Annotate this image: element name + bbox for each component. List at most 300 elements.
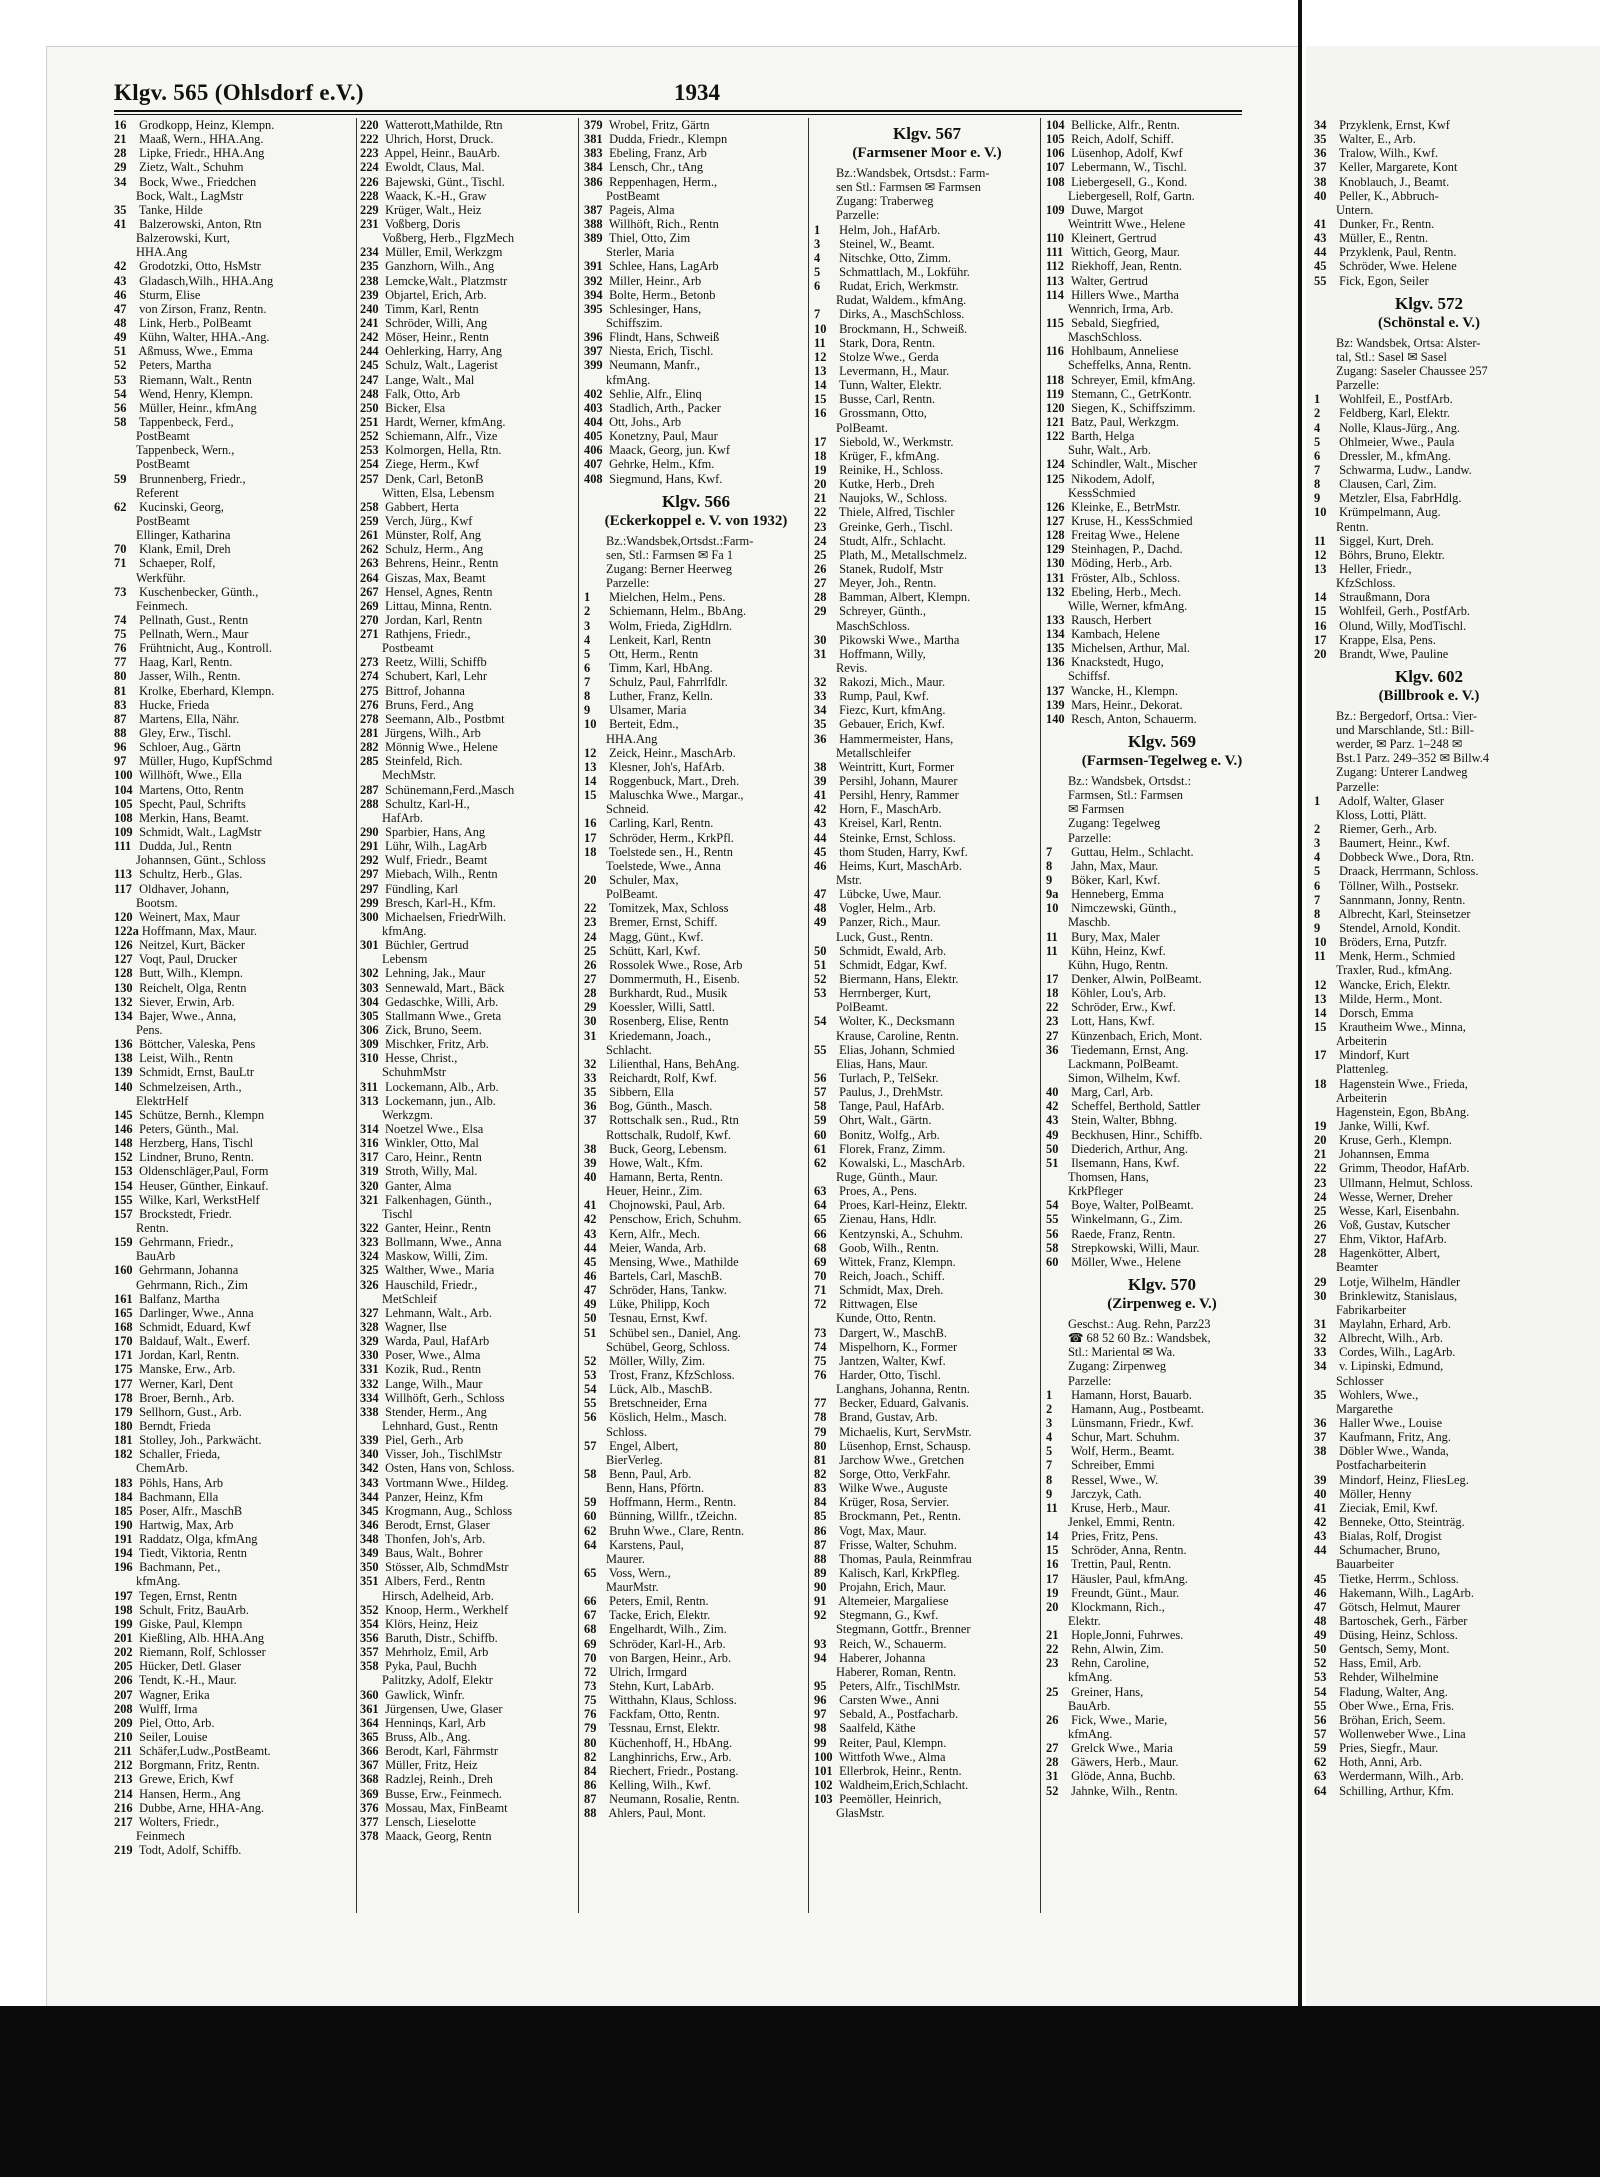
directory-entry: 134 Kambach, Helene [1046,627,1160,642]
directory-entry: PostBeamt [136,457,190,472]
directory-entry: 102 Waldheim,Erich,Schlacht. [814,1778,969,1793]
directory-entry: GlasMstr. [836,1806,885,1821]
directory-entry: kfmAng. [1068,1727,1113,1742]
directory-entry: 45 Mensing, Wwe., Mathilde [584,1254,739,1269]
directory-entry: 4 Nolle, Klaus-Jürg., Ang. [1314,420,1461,435]
directory-entry: Palitzky, Adolf, Elektr [382,1673,493,1688]
directory-entry: Stl.: Mariental ✉ Wa. [1068,1345,1176,1360]
directory-entry: 53 Riemann, Walt., Rentn [114,372,252,387]
directory-entry: 54 Lück, Alb., MaschB. [584,1382,713,1397]
directory-entry: 190 Hartwig, Max, Arb [114,1517,234,1532]
directory-entry: 99 Reiter, Paul, Klempn. [814,1735,947,1750]
directory-entry: 14 Straußmann, Dora [1314,590,1430,605]
directory-entry: 53 Trost, Franz, KfzSchloss. [584,1367,735,1382]
club-subheading: (Farmsen-Tegelweg e. V.) [1081,753,1243,770]
directory-entry: 59 Hoffmann, Herm., Rentn. [584,1495,737,1510]
directory-entry: 264 Giszas, Max, Beamt [360,570,486,585]
directory-entry: 48 Link, Herb., PolBeamt [114,315,252,330]
directory-entry: 12 Zeick, Heinr., MaschArb. [584,745,736,760]
directory-entry: 4 Schur, Mart. Schuhm. [1046,1430,1180,1445]
page-year: 1934 [674,80,720,105]
directory-entry: 69 Wittek, Franz, Klempn. [814,1254,956,1269]
directory-entry: 12 Stolze Wwe., Gerda [814,349,939,364]
directory-entry: 35 Gebauer, Erich, Kwf. [814,717,945,732]
directory-entry: 130 Reichelt, Olga, Rentn [114,980,247,995]
directory-entry: Kunde, Otto, Rentn. [836,1311,937,1326]
directory-entry: 368 Radzlej, Reinh., Dreh [360,1772,493,1787]
directory-entry: Bst.1 Parz. 249–352 ✉ Billw.4 [1336,751,1490,766]
directory-entry: 4 Lenkeit, Karl, Rentn [584,632,711,647]
directory-entry: 83 Hucke, Frieda [114,697,210,712]
directory-entry: 182 Schaller, Frieda, [114,1447,221,1462]
directory-entry: 57 Paulus, J., DrehMstr. [814,1085,944,1100]
directory-entry: 81 Krolke, Eberhard, Klempn. [114,683,275,698]
directory-entry: 54 Boye, Walter, PolBeamt. [1046,1198,1194,1213]
directory-entry: Simon, Wilhelm, Kwf. [1068,1071,1181,1085]
column-3 [584,118,808,1820]
directory-entry: 70 Reich, Joach., Schiff. [814,1268,945,1283]
directory-entry: 56 Raede, Franz, Rentn. [1046,1226,1176,1241]
directory-entry: Parzelle: [1336,378,1380,393]
directory-entry: 19 Reinike, H., Schloss. [814,462,944,477]
directory-entry: 228 Waack, K.-H., Graw [360,188,487,203]
directory-entry: 282 Mönnig Wwe., Helene [360,740,498,755]
directory-entry: 51 Schmidt, Edgar, Kwf. [814,957,948,972]
directory-entry: 35 Walter, E., Arb. [1314,132,1416,147]
directory-entry: 114 Hillers Wwe., Martha [1046,287,1179,302]
directory-entry: 387 Pageis, Alma [584,202,675,217]
directory-entry: 181 Stolley, Joh., Parkwächt. [114,1433,262,1448]
club-subheading: (Schönstal e. V.) [1378,314,1480,331]
directory-entry: 377 Lensch, Lieselotte [360,1814,476,1829]
directory-entry: 299 Bresch, Karl-H., Kfm. [360,895,496,910]
directory-entry: 13 Klesner, Joh's, HafArb. [584,759,725,774]
directory-entry: 332 Lange, Wilh., Maur [360,1376,483,1391]
directory-entry: 309 Mischker, Fritz, Arb. [360,1037,489,1052]
club-subheading: (Zirpenweg e. V.) [1107,1295,1217,1312]
directory-entry: 73 Kuschenbecker, Günth., [114,584,259,599]
directory-entry: 271 Rathjens, Friedr., [360,627,471,642]
column-divider [578,118,579,1913]
directory-entry: 191 Raddatz, Olga, kfmAng [114,1532,258,1547]
directory-entry: 120 Siegen, K., Schiffszimm. [1046,400,1196,415]
directory-entry: 109 Schmidt, Walt., LagMstr [114,825,262,840]
directory-entry: 405 Konetzny, Paul, Maur [584,429,718,444]
directory-entry: 250 Bicker, Elsa [360,400,446,415]
directory-entry: Bauarbeiter [1336,1557,1394,1572]
directory-entry: 175 Manske, Erw., Arb. [114,1362,236,1377]
directory-entry: 106 Lüsenhop, Adolf, Kwf [1046,146,1183,161]
directory-entry: 316 Winkler, Otto, Mal [360,1136,479,1151]
directory-entry: 44 Schumacher, Bruno, [1314,1543,1441,1558]
directory-entry: 247 Lange, Walt., Mal [360,372,475,387]
directory-entry: 388 Willhöft, Rich., Rentn [584,216,719,231]
directory-entry: 6 Timm, Karl, HbAng. [584,660,713,675]
directory-entry: 52 Möller, Willy, Zim. [584,1353,706,1368]
club-heading: Klgv. 566 [661,491,730,511]
directory-entry: HHA.Ang [136,245,188,260]
directory-entry: Zugang: Tegelweg [1068,816,1161,831]
directory-entry: 305 Stallmann Wwe., Greta [360,1008,502,1023]
directory-entry: 297 Miebach, Wilh., Rentn [360,867,498,882]
directory-entry: 369 Busse, Erw., Feinmech. [360,1786,502,1801]
directory-entry: 47 von Zirson, Franz, Rentn. [114,301,267,316]
directory-entry: Feinmech [136,1829,185,1844]
directory-entry: 124 Schindler, Walt., Mischer [1046,457,1198,472]
page-header [114,80,1242,106]
directory-entry: 139 Mars, Heinr., Dekorat. [1046,697,1183,712]
directory-entry: 9a Henneberg, Emma [1046,887,1164,902]
directory-entry: 82 Langhinrichs, Erw., Arb. [584,1749,732,1764]
directory-entry: PolBeamt. [836,420,888,435]
directory-entry: 18 Hagenstein Wwe., Frieda, [1314,1076,1468,1091]
directory-entry: 23 Bremer, Ernst, Schiff. [584,915,718,930]
directory-entry: 70 von Bargen, Heinr., Arb. [584,1650,732,1665]
club-heading: Klgv. 569 [1127,732,1196,752]
directory-entry: 78 Brand, Gustav, Arb. [814,1410,938,1425]
directory-entry: 87 Neumann, Rosalie, Rentn. [584,1792,740,1807]
directory-entry: 127 Voqt, Paul, Drucker [114,952,238,967]
directory-entry: 386 Reppenhagen, Herm., [584,174,718,189]
directory-entry: 254 Ziege, Herm., Kwf [360,457,480,472]
directory-entry: 54 Wend, Henry, Klempn. [114,386,254,401]
directory-entry: 27 Meyer, Joh., Rentn. [814,576,937,591]
directory-entry: 35 Sibbern, Ella [584,1085,674,1100]
directory-entry: 10 Bröders, Erna, Putzfr. [1314,935,1447,950]
directory-entry: Maurer. [606,1551,645,1566]
directory-entry: 25 Schütt, Karl, Kwf. [584,943,701,958]
directory-entry: 79 Tessnau, Ernst, Elektr. [584,1721,720,1736]
directory-entry: Zugang: Berner Heerweg [606,561,732,576]
directory-entry: 366 Berodt, Karl, Fährmstr [360,1744,498,1759]
directory-entry: 43 Kreisel, Karl, Rentn. [814,816,942,831]
directory-entry: 15 Wohlfeil, Gerh., PostfArb. [1314,604,1471,619]
directory-entry: 126 Kleinke, E., BetrMstr. [1046,499,1181,514]
directory-entry: 49 Lüke, Philipp, Koch [584,1297,710,1312]
directory-entry: 136 Knackstedt, Hugo, [1046,655,1164,670]
directory-entry: 42 Scheffel, Berthold, Sattler [1046,1099,1201,1114]
directory-entry: Traxler, Rud., kfmAng. [1336,963,1453,978]
directory-entry: 57 Engel, Albert, [584,1438,679,1453]
directory-entry: 378 Maack, Georg, Rentn [360,1829,492,1844]
directory-entry: 66 Peters, Emil, Rentn. [584,1594,709,1609]
directory-entry: 376 Mossau, Max, FinBeamt [360,1800,508,1815]
directory-entry: 83 Wilke Wwe., Auguste [814,1481,948,1496]
directory-entry: 132 Ebeling, Herb., Mech. [1046,584,1182,599]
directory-entry: 11 Kühn, Heinz, Kwf. [1046,943,1166,958]
directory-entry: 292 Wulf, Friedr., Beamt [360,853,488,868]
directory-entry: 323 Bollmann, Wwe., Anna [360,1235,502,1250]
directory-entry: 7 Schulz, Paul, Fahrrlfdlr. [584,675,728,690]
directory-entry: 43 Gladasch,Wilh., HHA.Ang [114,273,274,288]
directory-entry: 311 Lockemann, Alb., Arb. [360,1079,499,1094]
directory-entry: 80 Jasser, Wilh., Rentn. [114,669,241,684]
directory-entry: 208 Wulff, Irma [114,1701,198,1716]
directory-entry: 229 Krüger, Walt., Heiz [360,202,482,217]
directory-entry: 28 Lipke, Friedr., HHA.Ang [114,146,265,161]
directory-entry: 32 Rakozi, Mich., Maur. [814,675,946,690]
directory-entry: 262 Schulz, Herm., Ang [360,542,484,557]
directory-entry: 28 Hagenkötter, Albert, [1314,1246,1441,1261]
directory-entry: 26 Fick, Wwe., Marie, [1046,1712,1168,1727]
directory-entry: ChemArb. [136,1461,188,1476]
directory-entry: 140 Schmelzeisen, Arth., [114,1079,242,1094]
directory-entry: Bz.: Bergedorf, Ortsa.: Vier- [1336,708,1478,723]
column-5 [1046,118,1278,1798]
directory-entry: Weintritt Wwe., Helene [1068,216,1186,231]
directory-entry: 100 Willhöft, Wwe., Ella [114,768,242,783]
directory-entry: 56 Bröhan, Erich, Seem. [1314,1712,1446,1727]
directory-entry: 133 Rausch, Herbert [1046,612,1152,627]
directory-entry: 80 Küchenhoff, H., HbAng. [584,1735,733,1750]
directory-entry: 278 Seemann, Alb., Postbmt [360,711,505,726]
directory-entry: 62 Kowalski, L., MaschArb. [814,1155,966,1170]
directory-entry: 49 Panzer, Rich., Maur. [814,915,941,930]
directory-entry: Mstr. [836,873,862,888]
directory-entry: 138 Leist, Wilh., Rentn [114,1051,234,1066]
directory-entry: 5 Ott, Herm., Rentn [584,646,699,661]
directory-entry: 7 Dirks, A., MaschSchloss. [814,307,965,322]
directory-entry: 313 Lockemann, jun., Alb. [360,1093,496,1108]
directory-entry: 17 Mindorf, Kurt [1314,1048,1410,1063]
directory-entry: 27 Künzenbach, Erich, Mont. [1046,1028,1203,1043]
directory-entry: 12 Wancke, Erich, Elektr. [1314,977,1451,992]
directory-entry: Farmsen, Stl.: Farmsen [1068,788,1183,803]
directory-entry: 56 Müller, Heinr., kfmAng [114,400,257,415]
directory-entry: kfmAng. [606,372,651,387]
directory-entry: PostBeamt [136,513,190,528]
directory-entry: 165 Darlinger, Wwe., Anna [114,1305,254,1320]
directory-entry: 10 Berteit, Edm., [584,717,679,732]
directory-entry: 34 Przyklenk, Ernst, Kwf [1314,118,1450,132]
directory-entry: 94 Haberer, Johanna [814,1650,926,1665]
club-subheading: (Billbrook e. V.) [1378,687,1480,704]
directory-entry: 303 Sennewald, Mart., Bäck [360,980,505,995]
directory-entry: 118 Schreyer, Emil, kfmAng. [1046,372,1196,387]
directory-entry: 122 Barth, Helga [1046,429,1135,444]
directory-entry: 348 Thonfen, Joh's, Arb. [360,1532,486,1547]
directory-entry: 325 Walther, Wwe., Maria [360,1263,495,1278]
directory-entry: Margarethe [1336,1401,1393,1416]
directory-entry: 56 Turlach, P., TelSekr. [814,1071,939,1085]
directory-entry: MetSchleif [382,1291,438,1306]
directory-entry: 66 Kentzynski, A., Schuhm. [814,1226,963,1241]
directory-entry: 391 Schlee, Hans, LagArb [584,259,719,274]
directory-entry: 361 Jürgensen, Uwe, Glaser [360,1701,503,1716]
directory-entry: 47 Lübcke, Uwe, Maur. [814,887,942,902]
directory-entry: 397 Niesta, Erich, Tischl. [584,344,714,359]
directory-entry: Rudat, Waldem., kfmAng. [836,293,967,308]
directory-entry: 322 Ganter, Heinr., Rentn [360,1220,491,1235]
directory-entry: 50 Diederich, Arthur, Ang. [1046,1141,1188,1156]
directory-entry: 53 Herrnberger, Kurt, [814,986,931,1001]
directory-entry: 31 Hoffmann, Willy, [814,646,926,661]
directory-entry: 8 Luther, Franz, Kelln. [584,689,713,704]
directory-entry: 109 Duwe, Margot [1046,202,1144,217]
directory-entry: 74 Mispelhorn, K., Former [814,1339,958,1354]
directory-entry: 60 Möller, Wwe., Helene [1046,1254,1181,1269]
directory-entry: 21 Maaß, Wern., HHA.Ang. [114,132,264,147]
directory-entry: 22 Grimm, Theodor, HafArb. [1314,1161,1470,1176]
directory-entry: 42 Horn, F., MaschArb. [814,802,942,817]
directory-entry: werder, ✉ Parz. 1–248 ✉ [1336,737,1463,752]
directory-entry: 207 Wagner, Erika [114,1687,210,1702]
directory-entry: Zugang: Unterer Landweg [1336,765,1468,780]
directory-entry: 42 Grodotzki, Otto, HsMstr [114,259,261,274]
directory-entry: 2 Schiemann, Helm., BbAng. [584,604,747,619]
directory-entry: kfmAng. [1068,1670,1113,1685]
directory-entry: 257 Denk, Carl, BetonB [360,471,484,486]
directory-entry: 238 Lemcke,Walt., Platzmstr [360,273,508,288]
directory-entry: 60 Bünning, Willfr., tZeichn. [584,1509,738,1524]
directory-entry: 38 Buck, Georg, Lebensm. [584,1141,727,1156]
directory-entry: 14 Dorsch, Emma [1314,1005,1414,1020]
directory-entry: 38 Döbler Wwe., Wanda, [1314,1444,1449,1459]
directory-entry: 26 Stanek, Rudolf, Mstr [814,561,944,576]
directory-entry: 44 Steinke, Ernst, Schloss. [814,830,956,845]
directory-entry: 27 Ehm, Viktor, HafArb. [1314,1232,1447,1247]
directory-entry: Arbeiterin [1336,1034,1387,1049]
directory-entry: 234 Müller, Emil, Werkzgm [360,245,503,260]
directory-entry: Schlosser [1336,1373,1384,1388]
directory-entry: 85 Brockmann, Pet., Rentn. [814,1509,961,1524]
directory-entry: 62 Kucinski, Georg, [114,499,224,514]
directory-entry: 52 Biermann, Hans, Elektr. [814,972,959,987]
directory-entry: 29 Zietz, Walt., Schuhm [114,160,244,175]
directory-entry: 46 Hakemann, Wilh., LagArb. [1314,1585,1474,1600]
directory-entry: 199 Giske, Paul, Klempn [114,1616,243,1631]
directory-entry: 14 Tunn, Walter, Elektr. [814,378,942,393]
directory-entry: 89 Kalisch, Karl, KrkPfleg. [814,1565,960,1580]
directory-entry: 112 Riekhoff, Jean, Rentn. [1046,259,1183,274]
directory-entry: 11 Bury, Max, Maler [1046,929,1160,944]
column-divider [808,118,809,1913]
directory-entry: Toelstede, Wwe., Anna [606,858,721,873]
directory-entry: 70 Klank, Emil, Dreh [114,542,231,557]
directory-entry: 57 Wollenweber Wwe., Lina [1314,1727,1466,1742]
directory-entry: 349 Baus, Walt., Bohrer [360,1546,483,1561]
directory-entry: Gehrmann, Rich., Zim [136,1277,248,1292]
directory-entry: 132 Siever, Erwin, Arb. [114,994,235,1009]
directory-entry: 19 Freundt, Günt., Maur. [1046,1585,1180,1600]
directory-entry: 111 Wittich, Georg, Maur. [1046,245,1180,260]
directory-entry: 64 Proes, Karl-Heinz, Elektr. [814,1198,968,1213]
directory-entry: 384 Lensch, Chr., tAng [584,160,704,175]
directory-entry: Parzelle: [1068,830,1112,845]
directory-entry: KessSchmied [1068,485,1136,500]
directory-entry: 301 Büchler, Gertrud [360,938,469,953]
directory-entry: 48 Vogler, Helm., Arb. [814,901,936,916]
directory-entry: 364 Henninqs, Karl, Arb [360,1715,486,1730]
directory-entry: 34 Fiezc, Kurt, kfmAng. [814,703,946,718]
directory-entry: 319 Stroth, Willy, Mal. [360,1164,478,1179]
directory-entry: ✉ Farmsen [1068,802,1125,817]
directory-entry: 320 Ganter, Alma [360,1178,452,1193]
directory-entry: 6 Rudat, Erich, Werkmstr. [814,279,959,294]
directory-entry: 64 Schilling, Arthur, Kfm. [1314,1783,1454,1798]
directory-entry: 17 Schröder, Herm., KrkPfl. [584,830,734,845]
directory-entry: Fabrikarbeiter [1336,1302,1407,1317]
directory-entry: Voßberg, Herb., FlgzMech [382,231,515,246]
directory-entry: 11 Kruse, Herb., Maur. [1046,1500,1171,1515]
directory-entry: 220 Watterott,Mathilde, Rtn [360,118,503,132]
directory-entry: 205 Hücker, Detl. Glaser [114,1659,242,1674]
directory-entry: 75 Pellnath, Wern., Maur [114,627,249,642]
directory-entry: 263 Behrens, Heinr., Rentn [360,556,499,571]
directory-entry: 88 Thomas, Paula, Reinmfrau [814,1551,972,1566]
directory-entry: 343 Vortmann Wwe., Hildeg. [360,1475,509,1490]
directory-entry: 314 Noetzel Wwe., Elsa [360,1121,484,1136]
directory-entry: 402 Sehlie, Alfr., Elinq [584,386,702,401]
directory-entry: 68 Engelhardt, Wilh., Zim. [584,1622,727,1637]
directory-entry: 148 Herzberg, Hans, Tischl [114,1136,254,1151]
directory-entry: Stegmann, Gottfr., Brenner [836,1622,971,1637]
directory-entry: 185 Poser, Alfr., MaschB [114,1503,243,1518]
directory-entry: Bz: Wandsbek, Ortsa: Alster- [1336,335,1481,350]
directory-entry: 209 Piel, Otto, Arb. [114,1715,215,1730]
directory-entry: 291 Lühr, Wilh., LagArb [360,839,487,854]
scan-border [0,2006,1600,2177]
directory-entry: Maschb. [1068,915,1111,930]
directory-entry: 217 Wolters, Friedr., [114,1814,220,1829]
directory-entry: 108 Liebergesell, G., Kond. [1046,174,1188,189]
directory-entry: 45 Schröder, Wwe. Helene [1314,259,1457,274]
directory-entry: 13 Heller, Friedr., [1314,561,1412,576]
directory-entry: 11 Siggel, Kurt, Dreh. [1314,533,1434,548]
directory-entry: Rentn. [136,1220,169,1235]
directory-entry: 77 Haag, Karl, Rentn. [114,655,233,670]
directory-entry: 32 Albrecht, Wilh., Arb. [1314,1331,1443,1346]
directory-entry: 17 Krappe, Elsa, Pens. [1314,632,1436,647]
directory-entry: 49 Kühn, Walter, HHA.-Ang. [114,330,270,345]
directory-entry: Metallschleifer [836,745,911,760]
directory-entry: 30 Brinklewitz, Stanislaus, [1314,1288,1458,1303]
directory-entry: 389 Thiel, Otto, Zim [584,231,691,246]
page-gutter [1298,0,1302,2177]
directory-entry: 4 Nitschke, Otto, Zimm. [814,250,951,265]
directory-entry: 122a Hoffmann, Max, Maur. [114,924,257,939]
directory-entry: 261 Münster, Rolf, Ang [360,528,481,543]
directory-entry: 130 Möding, Herb., Arb. [1046,556,1173,571]
directory-entry: 88 Ahlers, Paul, Mont. [584,1806,706,1821]
directory-entry: 104 Bellicke, Alfr., Rentn. [1046,118,1180,132]
directory-entry: 269 Littau, Minna, Rentn. [360,598,493,613]
directory-entry: 276 Bruns, Ferd., Ang [360,697,474,712]
directory-entry: 65 Voss, Wern., [584,1565,671,1580]
directory-entry: 116 Hohlbaum, Anneliese [1046,344,1179,359]
directory-entry: PostBeamt [606,188,660,203]
directory-entry: 75 Witthahn, Klaus, Schloss. [584,1693,737,1708]
directory-entry: BierVerleg. [606,1452,663,1467]
directory-entry: 395 Schlesinger, Hans, [584,301,702,316]
directory-entry: 201 Kießling, Alb. HHA.Ang [114,1631,265,1646]
directory-entry: 10 Nimczewski, Günth., [1046,901,1177,916]
directory-entry: 55 Bretschneider, Erna [584,1396,707,1411]
directory-entry: 27 Grelck Wwe., Maria [1046,1741,1173,1756]
directory-entry: Feinmech. [136,598,188,613]
directory-entry: 29 Schreyer, Günth., [814,604,927,619]
directory-entry: 40 Möller, Henny [1314,1486,1412,1501]
directory-entry: 245 Schulz, Walt., Lagerist [360,358,498,373]
directory-entry: Revis. [836,660,868,675]
directory-entry: Haberer, Roman, Rentn. [836,1664,957,1679]
directory-entry: Hagenstein, Egon, BbAng. [1336,1104,1470,1119]
directory-entry: MaurMstr. [606,1580,659,1595]
directory-entry: 339 Piel, Gerh., Arb [360,1433,464,1448]
directory-entry: 41 Zieciak, Emil, Kwf. [1314,1500,1438,1515]
directory-entry: BauArb. [1068,1698,1111,1713]
directory-entry: 51 Aßmuss, Wwe., Emma [114,344,253,359]
